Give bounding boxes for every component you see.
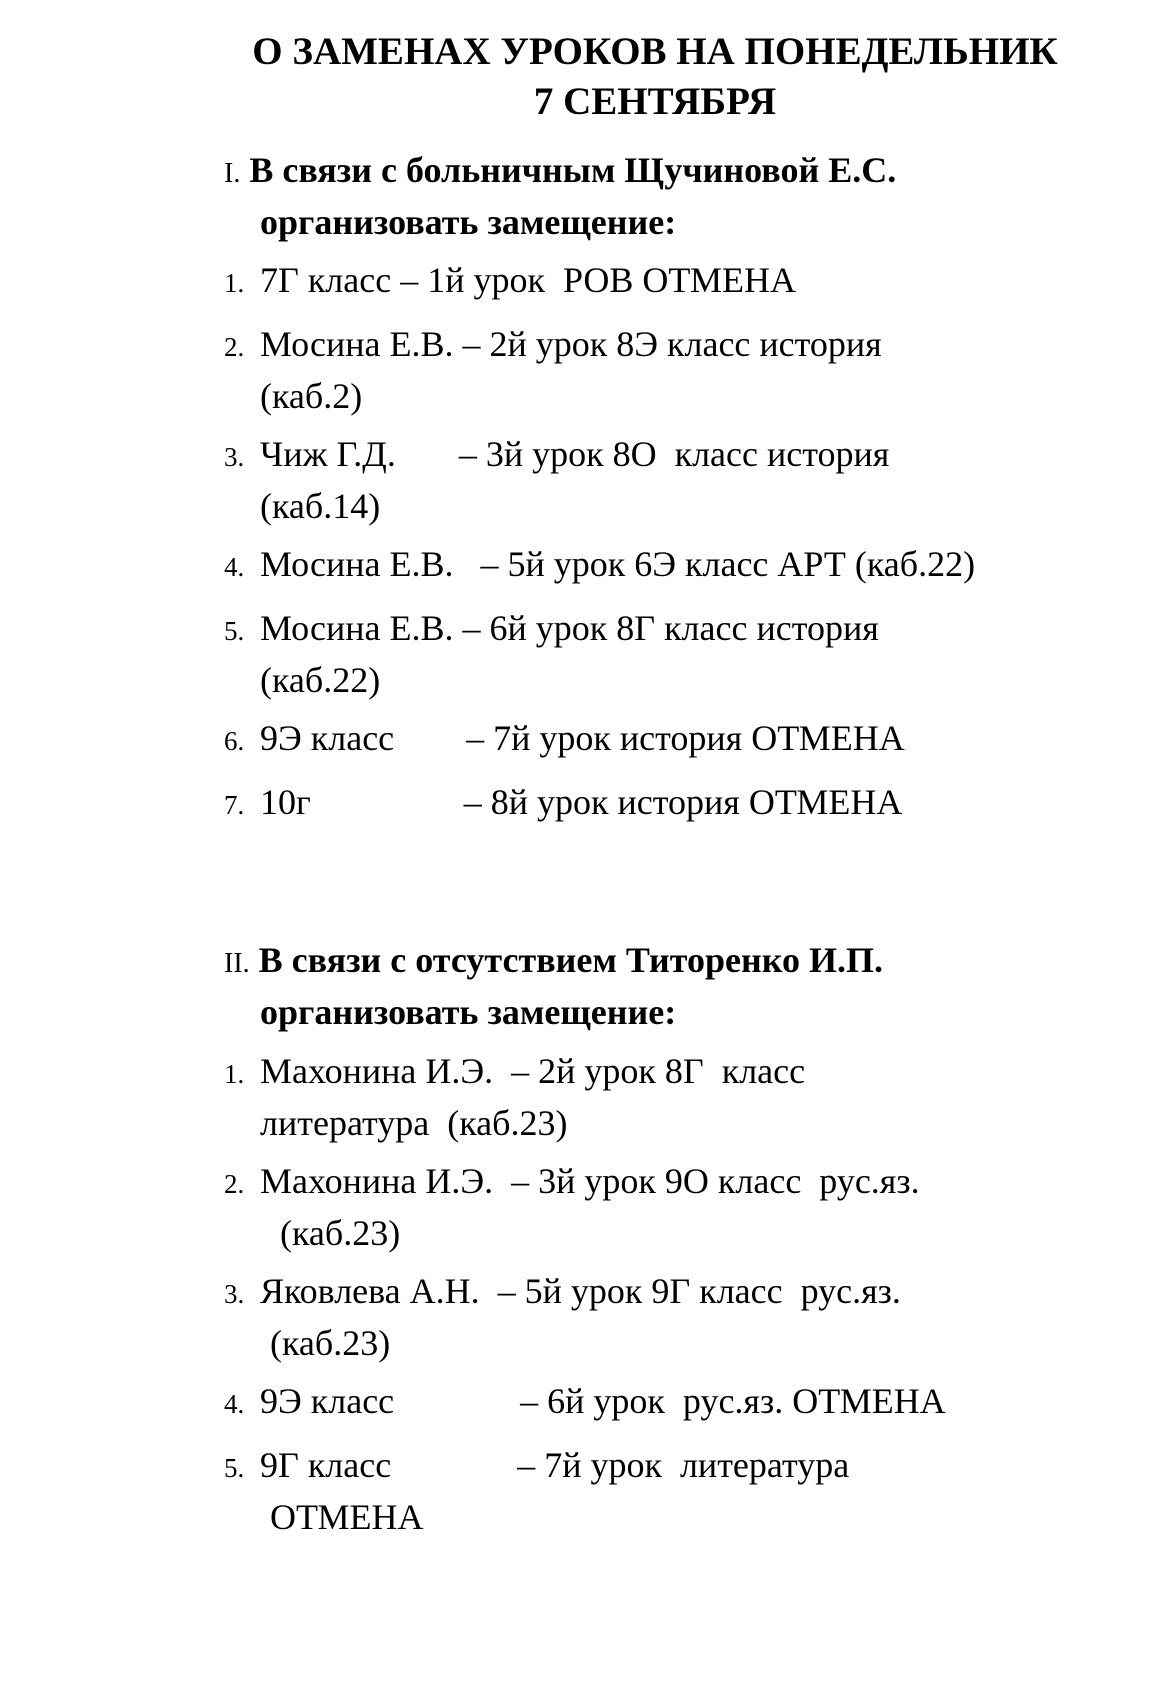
list-item-text: 10г – 8й урок история ОТМЕНА: [260, 782, 903, 822]
list-item-number: 5.: [224, 616, 245, 646]
section-1-item-4: [224, 540, 1124, 592]
list-item-number: 5.: [224, 1453, 245, 1483]
section-1-item-7: [224, 778, 1124, 830]
section-1-item-5: [224, 604, 1124, 705]
list-item-text: Махонина И.Э. – 2й урок 8Г класс: [260, 1051, 806, 1091]
list-item-text: Яковлева А.Н. – 5й урок 9Г класс рус.яз.: [260, 1271, 901, 1311]
section-2-item-3: [224, 1267, 1124, 1368]
list-item-number: 1.: [224, 1059, 245, 1089]
section-2-item-2: [224, 1157, 1124, 1258]
list-item-number: 7.: [224, 790, 245, 820]
section-2-numeral: II.: [224, 948, 250, 979]
list-item-text: 9Г класс – 7й урок литература: [260, 1445, 850, 1485]
list-item-text-continued: (каб.22): [260, 660, 381, 700]
list-item-text-continued: ОТМЕНА: [270, 1497, 424, 1537]
list-item-number: 1.: [224, 268, 245, 298]
list-item-text-continued: (каб.23): [280, 1213, 401, 1253]
section-1-item-6: [224, 714, 1124, 766]
page-title-line-2: 7 СЕНТЯБРЯ: [533, 80, 777, 123]
list-item-number: 3.: [224, 1279, 245, 1309]
list-item-text: Мосина Е.В. – 2й урок 8Э класс история: [260, 324, 882, 364]
list-item-text: 7Г класс – 1й урок РОВ ОТМЕНА: [260, 260, 796, 300]
list-item-text-continued: литература (каб.23): [260, 1103, 568, 1143]
section-2-item-4: [224, 1377, 1124, 1429]
section-2-heading-line-1: В связи с отсутствием Титоренко И.П.: [258, 940, 883, 980]
section-2-heading-line-2: организовать замещение:: [260, 992, 677, 1032]
list-item-number: 4.: [224, 552, 245, 582]
list-item-text: Чиж Г.Д. – 3й урок 8О класс история: [260, 434, 890, 474]
list-item-text-continued: (каб.14): [260, 486, 381, 526]
list-item-text: Махонина И.Э. – 3й урок 9О класс рус.яз.: [260, 1161, 920, 1201]
section-1-heading-line-2: организовать замещение:: [260, 202, 677, 242]
list-item-text-continued: (каб.2): [260, 376, 363, 416]
section-2-item-5: [224, 1441, 1124, 1542]
list-item-number: 6.: [224, 726, 245, 756]
section-2-item-1: [224, 1047, 1124, 1148]
list-item-text: 9Э класс – 6й урок рус.яз. ОТМЕНА: [260, 1381, 946, 1421]
list-item-number: 4.: [224, 1389, 245, 1419]
list-item-text: Мосина Е.В. – 5й урок 6Э класс АРТ (каб.22): [260, 544, 976, 584]
section-1-item-1: [224, 256, 1124, 308]
section-1-heading-line-1: В связи с больничным Щучиновой Е.С.: [249, 150, 897, 190]
page-title-line-1: О ЗАМЕНАХ УРОКОВ НА ПОНЕДЕЛЬНИК: [252, 30, 1058, 73]
list-item-number: 3.: [224, 442, 245, 472]
section-2-heading: [224, 936, 1104, 1036]
section-1-heading: [224, 146, 1104, 246]
list-item-text: Мосина Е.В. – 6й урок 8Г класс история: [260, 608, 879, 648]
section-1-item-3: [224, 430, 1124, 531]
list-item-number: 2.: [224, 332, 245, 362]
list-item-text-continued: (каб.23): [270, 1323, 391, 1363]
section-1-item-2: [224, 320, 1124, 421]
section-1-numeral: I.: [224, 158, 241, 189]
list-item-number: 2.: [224, 1169, 245, 1199]
list-item-text: 9Э класс – 7й урок история ОТМЕНА: [260, 718, 905, 758]
